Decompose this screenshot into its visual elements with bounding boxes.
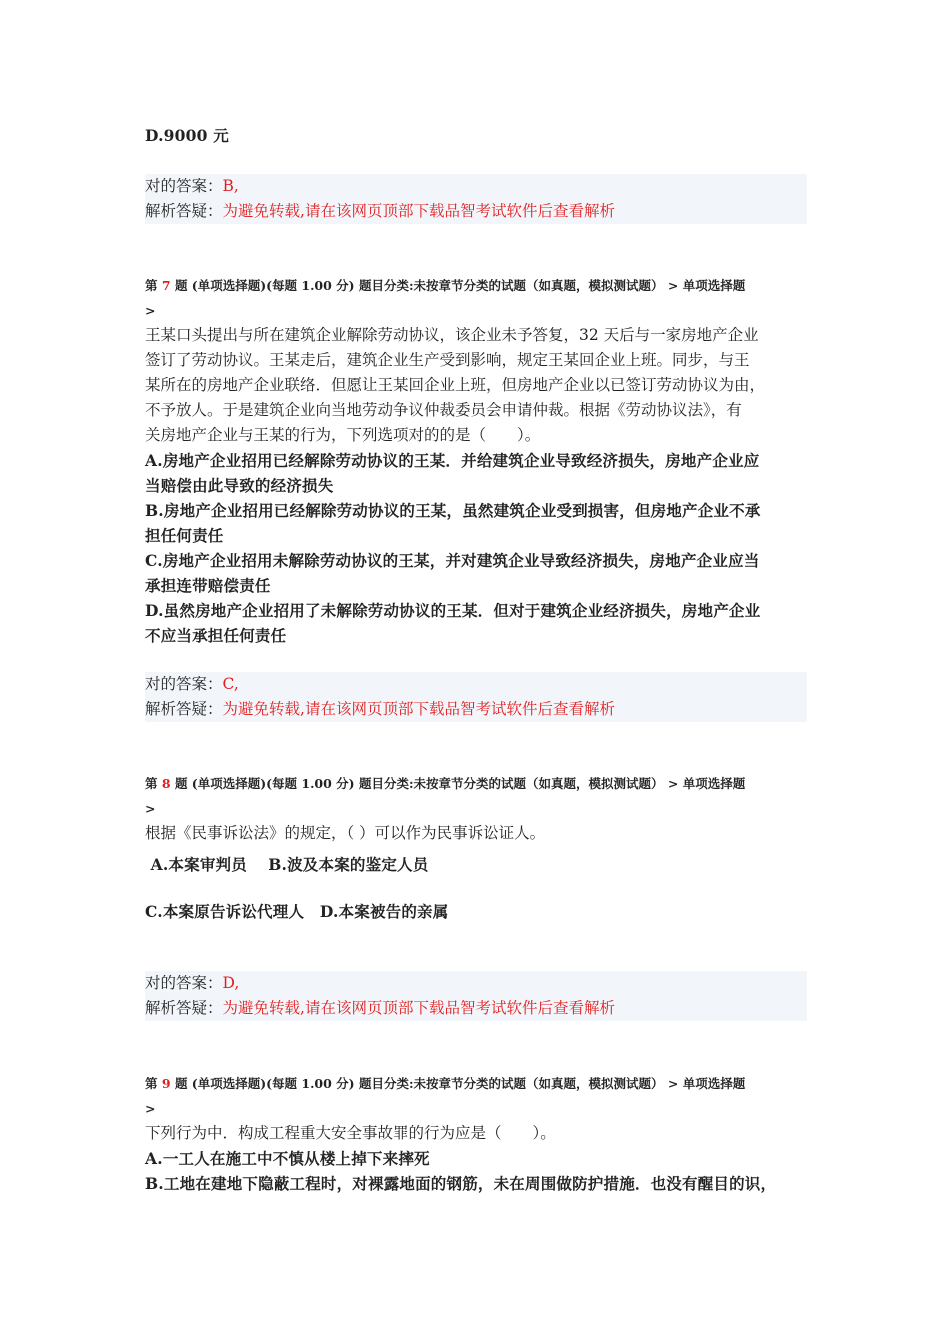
option-b-cont: 担任何责任	[145, 526, 224, 545]
answer-row	[145, 971, 239, 996]
analysis-text: 为避免转载,请在该网页顶部下载品智考试软件后查看解析	[222, 999, 615, 1017]
analysis-text: 为避免转载,请在该网页顶部下载品智考试软件后查看解析	[222, 202, 615, 220]
question-header-q8: 第 8 题 (单项选择题)(每题 1.00 分) 题目分类:未按章节分类的试题（如真题，模拟测试题） > 单项选择题	[145, 776, 746, 791]
option-b: B.房地产企业招用已经解除劳动协议的王某，虽然建筑企业受到损害，但房地产企业不承	[145, 501, 761, 520]
analysis-text: 为避免转载,请在该网页顶部下载品智考试软件后查看解析	[222, 700, 615, 718]
question-stem-line: 不予放人。于是建筑企业向当地劳动争议仲裁委员会申请仲裁。根据《劳动协议法》，有	[145, 401, 742, 419]
analysis-label: 解析答疑：	[145, 202, 223, 220]
question-header-cont: >	[145, 303, 156, 318]
answer-value: B,	[222, 177, 239, 195]
question-stem-line: 某所在的房地产企业联络．但愿让王某回企业上班，但房地产企业以已签订劳动协议为由，	[145, 376, 766, 394]
answer-label: 对的答案：	[145, 675, 223, 693]
option-a: A.房地产企业招用已经解除劳动协议的王某．并给建筑企业导致经济损失，房地产企业应	[145, 451, 760, 470]
question-header-cont: >	[145, 801, 156, 816]
answer-label: 对的答案：	[145, 974, 223, 992]
analysis-row	[145, 697, 615, 722]
option-a: A.一工人在施工中不慎从楼上掉下来摔死	[145, 1149, 430, 1168]
option-b: B.工地在建地下隐蔽工程时，对裸露地面的钢筋，未在周围做防护措施．也没有醒目的识，	[145, 1174, 777, 1193]
prev-option-d: D.9000 元	[145, 126, 229, 145]
analysis-label: 解析答疑：	[145, 700, 223, 718]
question-header-cont: >	[145, 1101, 156, 1116]
options-row-1: A.本案审判员 B.波及本案的鉴定人员	[145, 855, 429, 874]
option-c-cont: 承担连带赔偿责任	[145, 576, 271, 595]
option-c: C.房地产企业招用未解除劳动协议的王某，并对建筑企业导致经济损失，房地产企业应当	[145, 551, 760, 570]
answer-row	[145, 672, 239, 697]
analysis-label: 解析答疑：	[145, 999, 223, 1017]
question-stem: 下列行为中．构成工程重大安全事故罪的行为应是（ ）。	[145, 1124, 556, 1142]
answer-box-q8	[145, 971, 807, 1021]
option-d: D.虽然房地产企业招用了未解除劳动协议的王某．但对于建筑企业经济损失，房地产企业	[145, 601, 761, 620]
answer-label: 对的答案：	[145, 177, 223, 195]
question-stem-line: 签订了劳动协议。王某走后，建筑企业生产受到影响，规定王某回企业上班。同步，与王	[145, 351, 750, 369]
analysis-row	[145, 996, 615, 1021]
answer-value: C,	[222, 675, 239, 693]
question-stem: 根据《民事诉讼法》的规定，（ ）可以作为民事诉讼证人。	[145, 824, 546, 842]
answer-box-q7	[145, 672, 807, 722]
answer-box-q6	[145, 174, 807, 224]
answer-row	[145, 174, 239, 199]
option-d-cont: 不应当承担任何责任	[145, 626, 287, 645]
question-header-q9: 第 9 题 (单项选择题)(每题 1.00 分) 题目分类:未按章节分类的试题（如真题，模拟测试题） > 单项选择题	[145, 1076, 746, 1091]
question-header-q7: 第 7 题 (单项选择题)(每题 1.00 分) 题目分类:未按章节分类的试题（如真题，模拟测试题） > 单项选择题	[145, 278, 746, 293]
analysis-row	[145, 199, 615, 224]
option-a-cont: 当赔偿由此导致的经济损失	[145, 476, 334, 495]
options-row-2: C.本案原告诉讼代理人 D.本案被告的亲属	[145, 902, 449, 921]
question-stem-line: 王某口头提出与所在建筑企业解除劳动协议，该企业未予答复，32 天后与一家房地产企业	[145, 326, 759, 344]
question-stem-line: 关房地产企业与王某的行为，下列选项对的的是（ ）。	[145, 426, 541, 444]
answer-value: D,	[222, 974, 240, 992]
